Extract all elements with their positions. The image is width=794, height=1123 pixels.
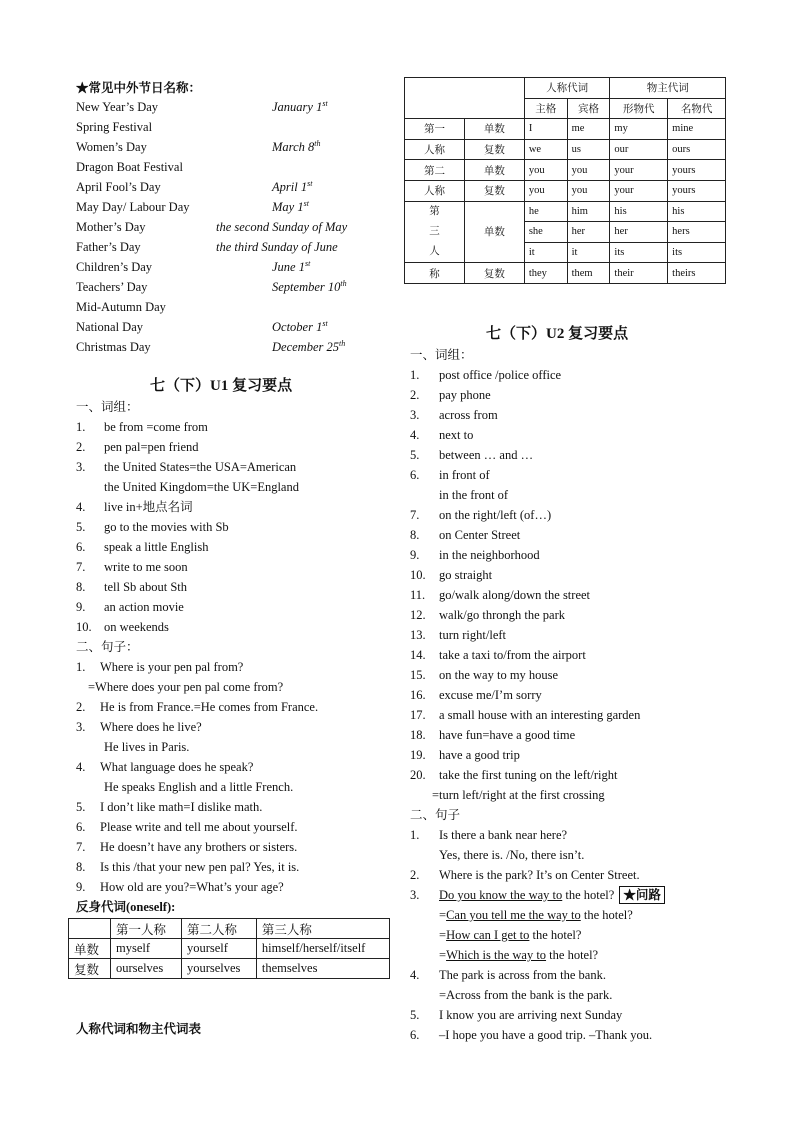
holiday-date-suffix: th [340, 278, 347, 288]
table-cell: 物主代词 [610, 78, 726, 99]
table-cell: 单数 [464, 119, 524, 140]
u1-phrase-num: 1. [76, 420, 86, 434]
u2-phrase: in the neighborhood [439, 548, 540, 562]
u1-sentence: I don’t like math=I dislike math. [100, 800, 263, 814]
table-cell: her [567, 222, 610, 243]
table-cell: 形物代 [610, 98, 668, 119]
table-cell: its [610, 242, 668, 263]
u2-phrase-num: 16. [410, 688, 426, 702]
u2-phrase-num: 20. [410, 768, 426, 782]
holiday-date-suffix: st [303, 198, 309, 208]
u2-sentence: –I hope you have a good trip. –Thank you. [439, 1028, 653, 1042]
u2-phrase: in the front of [439, 488, 509, 502]
u2-sentence-num: 1. [410, 828, 420, 842]
u1-sentence: He lives in Paris. [104, 740, 190, 754]
u1-sentence: Where is your pen pal from? [100, 660, 244, 674]
u2-phrase-num: 6. [410, 468, 420, 482]
holiday-name: Father’s Day [76, 240, 141, 254]
u1-sentence-num: 2. [76, 700, 86, 714]
u2-phrase: turn right/left [439, 628, 506, 642]
u1-phrase: write to me soon [104, 560, 188, 574]
u2-sentence-num: 3. [410, 888, 420, 902]
third-label-char: 人 [429, 245, 440, 257]
holiday-date [216, 237, 338, 257]
holiday-date-text: January 1 [272, 100, 323, 114]
u2-phrase-num: 17. [410, 708, 426, 722]
holiday-name: April Fool’s Day [76, 180, 161, 194]
holiday-date-text: the third Sunday of June [216, 240, 338, 254]
u2-phrase-num: 19. [410, 748, 426, 762]
u2-phrase-num: 1. [410, 368, 420, 382]
table-cell: yourselves [181, 959, 256, 979]
u1-phrase: an action movie [104, 600, 184, 614]
table-row [405, 263, 726, 284]
table-cell: 第一 [405, 119, 465, 140]
table-cell: 称 [405, 263, 465, 284]
table-cell: you [567, 160, 610, 181]
table-cell: 第一人称 [111, 919, 182, 939]
u2-phrase-20-cont: =turn left/right at the first crossing [432, 788, 605, 802]
holiday-name: May Day/ Labour Day [76, 200, 190, 214]
holiday-date [216, 217, 347, 237]
table-cell: 复数 [69, 959, 111, 979]
table-row [405, 119, 726, 140]
holiday-date-suffix: st [322, 98, 328, 108]
table-cell: 复数 [464, 180, 524, 201]
table-row [405, 201, 726, 222]
table-cell: 主格 [524, 98, 567, 119]
u1-phrase: go to the movies with Sb [104, 520, 229, 534]
table-cell [69, 919, 111, 939]
holiday-name: Mother’s Day [76, 220, 146, 234]
table-row [69, 919, 390, 939]
table-cell: you [524, 160, 567, 181]
holiday-date [272, 257, 310, 277]
u1-sentence: What language does he speak? [100, 760, 254, 774]
u1-phrase-num: 2. [76, 440, 86, 454]
table-cell: 单数 [69, 939, 111, 959]
u2-phrase-num: 13. [410, 628, 426, 642]
u1-phrase-num: 5. [76, 520, 86, 534]
table-cell: 人称 [405, 139, 465, 160]
u2-phrase: go straight [439, 568, 493, 582]
table-cell: 宾格 [567, 98, 610, 119]
table-row [405, 180, 726, 201]
u2-phrase: a small house with an interesting garden [439, 708, 641, 722]
u2-phrase: pay phone [439, 388, 491, 402]
u1-sentence: =Where does your pen pal come from? [88, 680, 284, 694]
holiday-date-suffix: st [322, 318, 328, 328]
holiday-date-suffix: th [314, 138, 321, 148]
table-cell: 第二 [405, 160, 465, 181]
u2-phrase-num: 10. [410, 568, 426, 582]
u1-phrase-num: 8. [76, 580, 86, 594]
u2-sentence [439, 905, 633, 925]
u2-phrase-num: 2. [410, 388, 420, 402]
u1-phrase-num: 10. [76, 620, 92, 634]
holiday-name: Spring Festival [76, 120, 153, 134]
u1-phrase-num: 3. [76, 460, 86, 474]
u2-phrase: post office /police office [439, 368, 562, 382]
table-cell: 第三人称 [256, 919, 389, 939]
holiday-date [272, 137, 320, 157]
holiday-name: Mid-Autumn Day [76, 300, 166, 314]
u2-phrase: excuse me/I’m sorry [439, 688, 542, 702]
holiday-date-text: March 8 [272, 140, 315, 154]
holiday-name: National Day [76, 320, 143, 334]
table-cell: yours [668, 180, 726, 201]
u2-sentence [439, 925, 581, 945]
holiday-date-suffix: th [339, 338, 346, 348]
u1-phrase: live in+地点名词 [104, 500, 193, 514]
u2-sentence: =Across from the bank is the park. [439, 988, 613, 1002]
holiday-date-text: October 1 [272, 320, 323, 334]
holiday-date-text: the second Sunday of May [216, 220, 348, 234]
u2-sentence-num: 5. [410, 1008, 420, 1022]
u1-phrase: the United States=the USA=American [104, 460, 297, 474]
pronoun-table-title: 人称代词和物主代词表 [76, 1022, 202, 1036]
u1-sentence: Please write and tell me about yourself. [100, 820, 298, 834]
reflexive-title: 反身代词(oneself): [76, 900, 176, 914]
ask-way-badge: ★问路 [619, 886, 665, 904]
u2-phrase: next to [439, 428, 474, 442]
u2-phrase-num: 15. [410, 668, 426, 682]
sentence-rest: the hotel? [580, 908, 633, 922]
table-row [69, 959, 390, 979]
table-cell: myself [111, 939, 182, 959]
u2-phrase: on the right/left (of…) [439, 508, 552, 522]
table-cell: 第二人称 [181, 919, 256, 939]
holiday-date-text: April 1 [272, 180, 308, 194]
table-cell: he [524, 201, 567, 222]
table-cell: it [567, 242, 610, 263]
table-cell: they [524, 263, 567, 284]
holiday-date [272, 177, 312, 197]
table-cell: its [668, 242, 726, 263]
underlined-phrase: Can you tell me the way to [446, 908, 581, 922]
table-cell: them [567, 263, 610, 284]
u1-sentence: How old are you?=What’s your age? [100, 880, 284, 894]
equals-sign: = [439, 928, 447, 942]
table-row [69, 939, 390, 959]
u2-phrase-num: 7. [410, 508, 420, 522]
table-cell: us [567, 139, 610, 160]
holiday-date-suffix: st [307, 178, 313, 188]
holiday-name: Children’s Day [76, 260, 153, 274]
u1-phrase: on weekends [104, 620, 169, 634]
equals-sign: = [439, 948, 447, 962]
u1-phrase-num: 4. [76, 500, 86, 514]
u2-sentence-num: 2. [410, 868, 420, 882]
table-cell: it [524, 242, 567, 263]
pronoun-table [404, 77, 726, 284]
holiday-date-text: September 10 [272, 280, 341, 294]
u1-phrase-num: 9. [76, 600, 86, 614]
table-cell: themselves [256, 959, 389, 979]
u2-sentence [439, 885, 665, 905]
table-cell: his [668, 201, 726, 222]
table-cell: his [610, 201, 668, 222]
holiday-date [272, 277, 347, 297]
table-cell: yours [668, 160, 726, 181]
u2-phrase: take a taxi to/from the airport [439, 648, 586, 662]
holiday-date-text: June 1 [272, 260, 305, 274]
u1-sentence-num: 6. [76, 820, 86, 834]
table-cell: 单数 [464, 160, 524, 181]
table-cell: 复数 [464, 139, 524, 160]
sentence-rest: the hotel? [529, 928, 582, 942]
u2-phrase-num: 14. [410, 648, 426, 662]
u1-sentence-num: 1. [76, 660, 86, 674]
u2-phrase: take the first tuning on the left/right [439, 768, 618, 782]
table-cell: I [524, 119, 567, 140]
table-cell: himself/herself/itself [256, 939, 389, 959]
u1-phrase: the United Kingdom=the UK=England [104, 480, 299, 494]
u2-phrase-num: 5. [410, 448, 420, 462]
u2-phrase: walk/go throngh the park [439, 608, 566, 622]
u1-phrases-label: 一、词组： [76, 400, 139, 414]
u2-phrase-num: 18. [410, 728, 426, 742]
u1-sentence: He speaks English and a little French. [104, 780, 294, 794]
holiday-date [272, 197, 309, 217]
table-cell: your [610, 160, 668, 181]
table-cell [405, 201, 465, 263]
holiday-name: Teachers’ Day [76, 280, 148, 294]
u2-phrase-num: 11. [410, 588, 426, 602]
u1-sentence: Where does he live? [100, 720, 202, 734]
u2-sentence: The park is across from the bank. [439, 968, 606, 982]
holiday-date-text: May 1 [272, 200, 304, 214]
holiday-date [272, 337, 345, 357]
table-cell: we [524, 139, 567, 160]
holiday-date [272, 317, 328, 337]
reflexive-pronoun-table [68, 918, 390, 979]
table-cell: me [567, 119, 610, 140]
u2-phrase-num: 4. [410, 428, 420, 442]
u1-sentence-num: 5. [76, 800, 86, 814]
table-cell: ourselves [111, 959, 182, 979]
table-cell: yourself [181, 939, 256, 959]
table-cell: our [610, 139, 668, 160]
table-cell: she [524, 222, 567, 243]
u2-sentences-label: 二、句子 [410, 808, 461, 822]
third-label-char: 三 [429, 225, 440, 237]
holiday-name: Dragon Boat Festival [76, 160, 183, 174]
u1-phrase: tell Sb about Sth [104, 580, 187, 594]
table-row [405, 78, 726, 99]
table-cell: hers [668, 222, 726, 243]
u2-sentence: Where is the park? It’s on Center Street. [439, 868, 640, 882]
u2-phrase: between … and … [439, 448, 534, 462]
u2-phrase-num: 12. [410, 608, 426, 622]
u2-phrase: go/walk along/down the street [439, 588, 591, 602]
u1-sentence: He doesn’t have any brothers or sisters. [100, 840, 298, 854]
u2-phrase: have fun=have a good time [439, 728, 576, 742]
holiday-date-suffix: st [304, 258, 311, 268]
u2-sentence: Is there a bank near here? [439, 828, 568, 842]
u2-sentence: I know you are arriving next Sunday [439, 1008, 623, 1022]
holiday-name: New Year’s Day [76, 100, 159, 114]
u2-phrase: have a good trip [439, 748, 520, 762]
u1-sentence-num: 9. [76, 880, 86, 894]
u2-phrase-num: 3. [410, 408, 420, 422]
u1-sentence: Is this /that your new pen pal? Yes, it is. [100, 860, 300, 874]
table-cell: 单数 [464, 201, 524, 263]
holiday-date-text: December 25 [272, 340, 339, 354]
sentence-rest: the hotel? [562, 888, 615, 902]
underlined-phrase: Do you know the way to [439, 888, 563, 902]
u2-phrase-num: 9. [410, 548, 420, 562]
u2-phrase-num: 8. [410, 528, 420, 542]
u1-phrase: pen pal=pen friend [104, 440, 199, 454]
table-cell: their [610, 263, 668, 284]
table-cell: you [524, 180, 567, 201]
sentence-rest: the hotel? [546, 948, 599, 962]
u2-sentence [439, 945, 598, 965]
u2-sentence: Yes, there is. /No, there isn’t. [439, 848, 585, 862]
table-cell: 人称 [405, 180, 465, 201]
holidays-title: ★常见中外节日名称： [76, 81, 202, 95]
third-label-char: 第 [429, 205, 440, 217]
table-cell: you [567, 180, 610, 201]
table-cell: her [610, 222, 668, 243]
u1-sentence: He is from France.=He comes from France. [100, 700, 319, 714]
holiday-name: Women’s Day [76, 140, 147, 154]
u1-sentence-num: 4. [76, 760, 86, 774]
u1-title: 七（下）U1 复习要点 [150, 378, 293, 394]
table-cell: 人称代词 [524, 78, 610, 99]
holiday-name: Christmas Day [76, 340, 151, 354]
u1-sentences-label: 二、句子： [76, 640, 139, 654]
u2-title: 七（下）U2 复习要点 [486, 326, 629, 342]
equals-sign: = [439, 908, 447, 922]
u1-sentence-num: 3. [76, 720, 86, 734]
u1-sentence-num: 8. [76, 860, 86, 874]
table-corner-cell [405, 78, 525, 119]
u1-phrase: speak a little English [104, 540, 209, 554]
table-cell: him [567, 201, 610, 222]
u1-phrase-num: 7. [76, 560, 86, 574]
table-cell: my [610, 119, 668, 140]
u2-phrase: in front of [439, 468, 490, 482]
u2-phrases-label: 一、词组： [410, 348, 473, 362]
table-cell: mine [668, 119, 726, 140]
u2-phrase: on Center Street [439, 528, 521, 542]
holiday-date [272, 97, 328, 117]
u2-phrase: across from [439, 408, 498, 422]
table-row [405, 160, 726, 181]
underlined-phrase: How can I get to [446, 928, 530, 942]
underlined-phrase: Which is the way to [446, 948, 547, 962]
table-cell: your [610, 180, 668, 201]
u1-phrase: be from =come from [104, 420, 208, 434]
u2-phrase: on the way to my house [439, 668, 559, 682]
u1-phrase-num: 6. [76, 540, 86, 554]
table-cell: 复数 [464, 263, 524, 284]
table-row [405, 139, 726, 160]
table-cell: 名物代 [668, 98, 726, 119]
table-cell: ours [668, 139, 726, 160]
u2-sentence-num: 6. [410, 1028, 420, 1042]
table-cell: theirs [668, 263, 726, 284]
u2-sentence-num: 4. [410, 968, 420, 982]
u1-sentence-num: 7. [76, 840, 86, 854]
